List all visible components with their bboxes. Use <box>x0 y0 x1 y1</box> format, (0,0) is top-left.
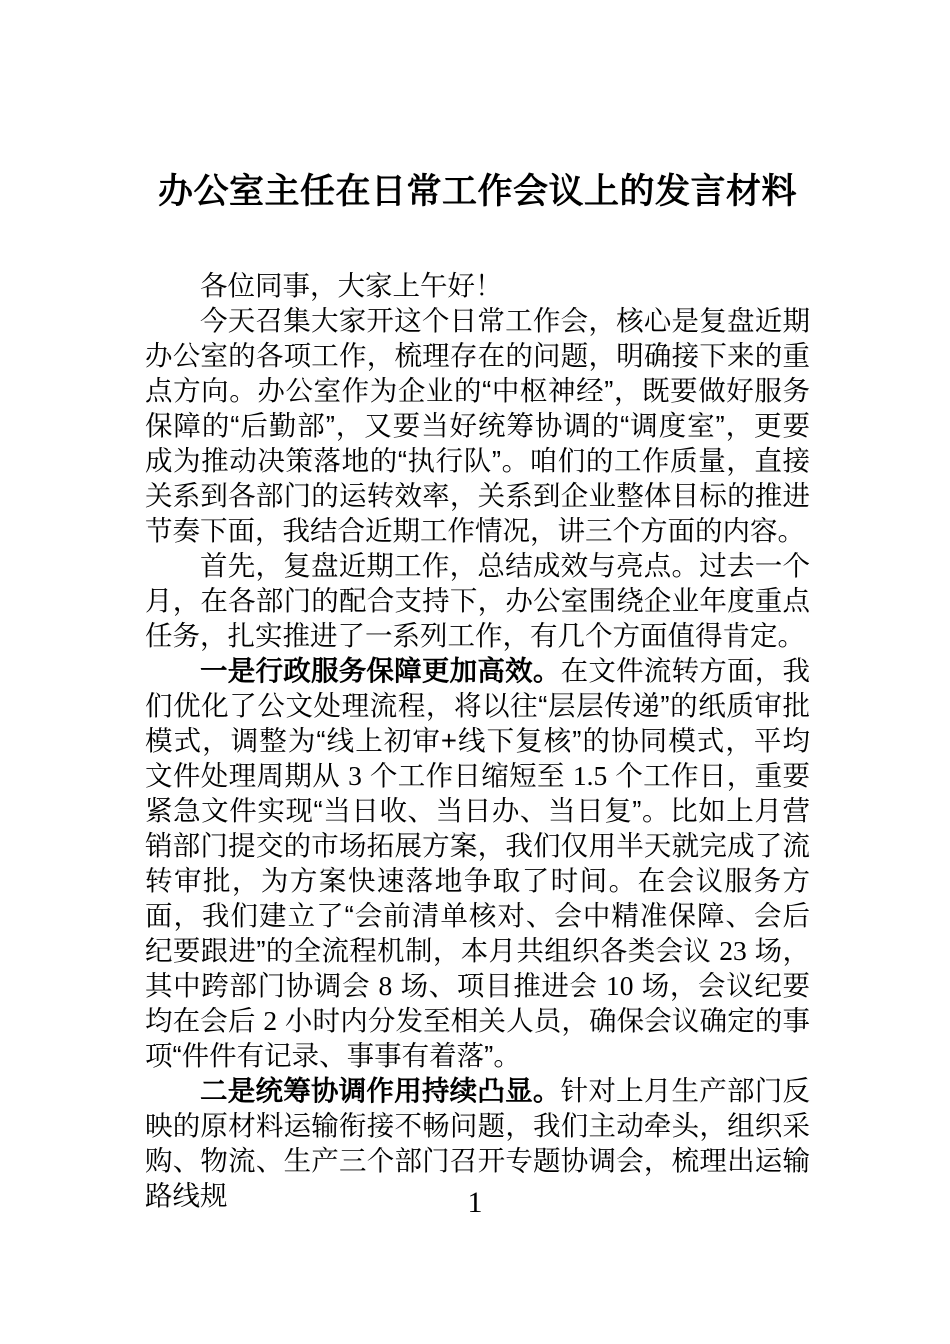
paragraph-text: 针对上月生产部门反映的原材料运输衔接不畅问题，我们主动牵头，组织采购、物流、生产三个部门召开专题协调会，梳理出运输路线规 <box>145 1075 811 1211</box>
paragraph <box>145 268 810 303</box>
paragraph <box>145 653 810 1073</box>
paragraph-emphasis: 二是统筹协调作用持续凸显。 <box>200 1075 561 1106</box>
paragraph-text: 各位同事，大家上午好！ <box>200 270 503 301</box>
numeral: 2 <box>263 1005 278 1036</box>
page-number: 1 <box>467 1186 483 1219</box>
document-body <box>145 268 810 1213</box>
paragraph-text: 今天召集大家开这个日常工作会，核心是复盘近期办公室的各项工作，梳理存在的问题，明确接下来的重点方向。办公室作为企业的“中枢神经”，既要做好服务保障的“后勤部”，又要当好统筹协调的“调度室”，更要成为推动决策落地的“执行队”。咱们的工作质量，直接关系到各部门的运转效率，关系到企业整体目标的推进节奏下面，我结合近期工作情况，讲三个方面的内容。 <box>145 305 810 546</box>
paragraph-text: 在文件流转方面，我们优化了公文处理流程，将以往“层层传递”的纸质审批模式，调整为“线上初审+线下复核”的协同模式，平均文件处理周期从 3 个工作日缩短至 1.5 个工作日，重要紧急文件实现“当日收、当日办、当日复”。比如上月营销部门提交的市场拓展方案，我们仅用半天就完成了流转审批，为方案快速落地争取了时间。在会议服务方面，我们建立了“会前清单核对、会中精准保障、会后纪要跟进”的全流程机制，本月共组织各类会议 23 场，其中跨部门协调会 8 场、项目推进会 10 场，会议纪要均在会后 2 小时内分发至相关人员，确保会议确定的事项“件件有记录、事事有着落”。 <box>145 655 811 1071</box>
numeral: 8 <box>378 970 393 1001</box>
paragraph-emphasis: 一是行政服务保障更加高效。 <box>200 655 561 686</box>
numeral: 1.5 <box>572 760 608 791</box>
numeral: 3 <box>348 760 362 791</box>
numeral: 10 <box>605 970 634 1001</box>
paragraph <box>145 548 810 653</box>
paragraph <box>145 303 810 548</box>
numeral: 23 <box>719 935 747 966</box>
paragraph-text: 首先，复盘近期工作，总结成效与亮点。过去一个月，在各部门的配合支持下，办公室围绕企业年度重点任务，扎实推进了一系列工作，有几个方面值得肯定。 <box>145 550 810 651</box>
document-title: 办公室主任在日常工作会议上的发言材料 <box>157 172 797 211</box>
